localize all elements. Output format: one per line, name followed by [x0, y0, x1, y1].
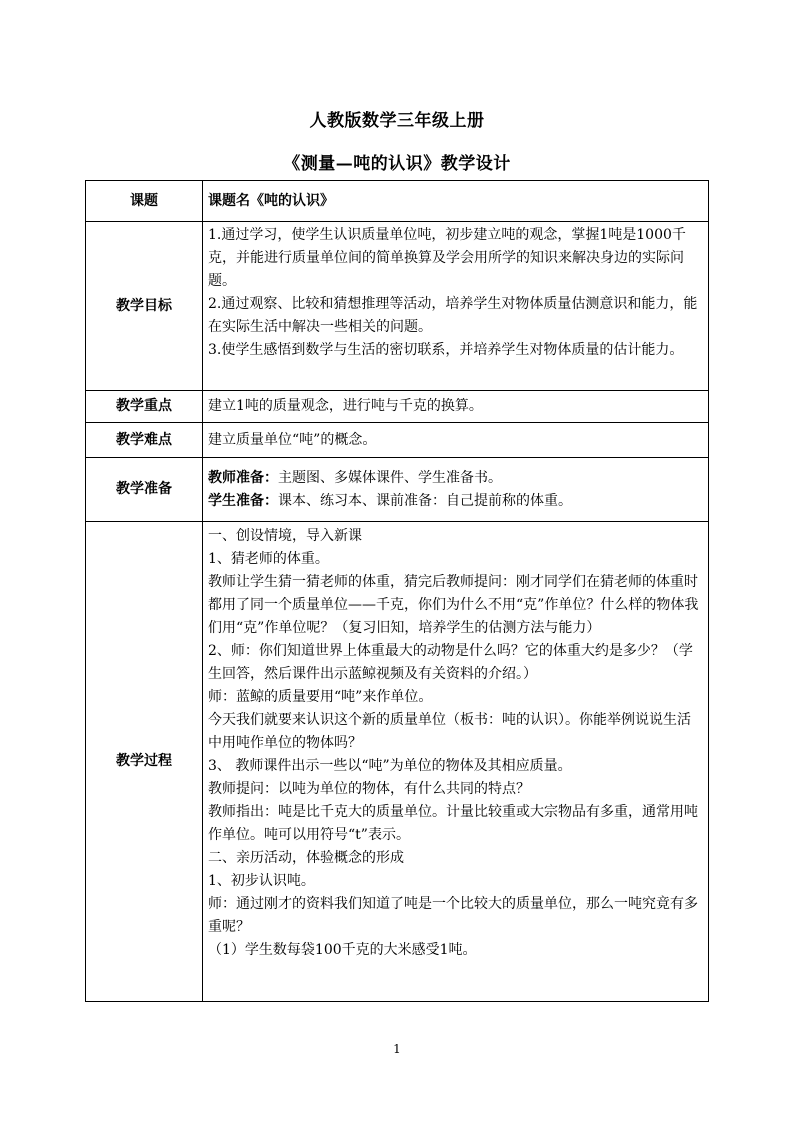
process-line: 教师指出：吨是比千克大的质量单位。计量比较重或大宗物品有多重，通常用吨作单位。吨可以用符号“t”表示。	[208, 804, 698, 843]
table-row-preparation	[86, 458, 709, 522]
preparation-content	[203, 458, 709, 522]
student-preparation-label: 学生准备：	[208, 492, 278, 509]
lesson-plan-table	[85, 180, 709, 1002]
process-line: 教师提问：以吨为单位的物体，有什么共同的特点？	[208, 781, 530, 797]
student-preparation-text: 课本、练习本、课前准备：自己提前称的体重。	[278, 492, 572, 509]
student-preparation	[208, 490, 703, 513]
row-label-goals: 教学目标	[86, 222, 203, 391]
goal-line: 2.通过观察、比较和猜想推理等活动，培养学生对物体质量估测意识和能力，能在实际生活中解决一些相关的问题。	[208, 296, 698, 335]
goal-line: 3.使学生感悟到数学与生活的密切联系，并培养学生对物体质量的估计能力。	[208, 342, 684, 358]
process-content	[203, 522, 709, 1002]
row-label-key-points: 教学重点	[86, 391, 203, 423]
process-line: 今天我们就要来认识这个新的质量单位（板书：吨的认识）。你能举例说说生活中用吨作单位的物体吗？	[208, 712, 691, 751]
table-row-key-points	[86, 391, 709, 423]
table-row-goals	[86, 222, 709, 391]
process-line: 教师让学生猜一猜老师的体重，猜完后教师提问：刚才同学们在猜老师的体重时都用了同一个质量单位——千克，你们为什么不用“克”作单位？什么样的物体我们用“克”作单位呢？（复习旧知，培养学生的估测方法与能力）	[208, 574, 699, 636]
teacher-preparation	[208, 467, 703, 490]
topic-content: 课题名《吨的认识》	[203, 181, 709, 222]
document-subtitle: 《测量—吨的认识》教学设计	[283, 154, 511, 174]
table-row-process	[86, 522, 709, 1002]
teacher-preparation-label: 教师准备：	[208, 469, 278, 486]
process-line: 师：通过刚才的资料我们知道了吨是一个比较大的质量单位，那么一吨究竟有多重呢？	[208, 896, 698, 935]
key-points-content: 建立1吨的质量观念，进行吨与千克的换算。	[203, 391, 709, 423]
row-label-process: 教学过程	[86, 522, 203, 1002]
process-line: 二、亲历活动，体验概念的形成	[208, 850, 404, 866]
process-line: 1、猜老师的体重。	[208, 551, 329, 567]
goal-line: 1.通过学习，使学生认识质量单位吨，初步建立吨的观念，掌握1吨是1000千克，并能进行质量单位间的简单换算及学会用所学的知识来解决身边的实际问题。	[208, 227, 686, 289]
page-number: 1	[393, 1042, 401, 1056]
goals-content	[203, 222, 709, 391]
teacher-preparation-text: 主题图、多媒体课件、学生准备书。	[278, 469, 502, 486]
difficulties-content: 建立质量单位“吨”的概念。	[203, 423, 709, 458]
table-row-difficulties	[86, 423, 709, 458]
process-line: 1、初步认识吨。	[208, 873, 315, 889]
row-label-preparation: 教学准备	[86, 458, 203, 522]
process-line: 一、创设情境，导入新课	[208, 528, 362, 544]
process-line: 师：蓝鲸的质量要用“吨”来作单位。	[208, 689, 433, 705]
process-line: （1）学生数每袋100千克的大米感受1吨。	[208, 942, 477, 958]
table-row-topic	[86, 181, 709, 222]
row-label-difficulties: 教学难点	[86, 423, 203, 458]
document-title: 人教版数学三年级上册	[309, 111, 485, 131]
row-label-topic: 课题	[86, 181, 203, 222]
process-line: 2、师：你们知道世界上体重最大的动物是什么吗？它的体重大约是多少？（学生回答，然后课件出示蓝鲸视频及有关资料的介绍。）	[208, 643, 693, 682]
process-line: 3、 教师课件出示一些以“吨”为单位的物体及其相应质量。	[208, 758, 572, 774]
